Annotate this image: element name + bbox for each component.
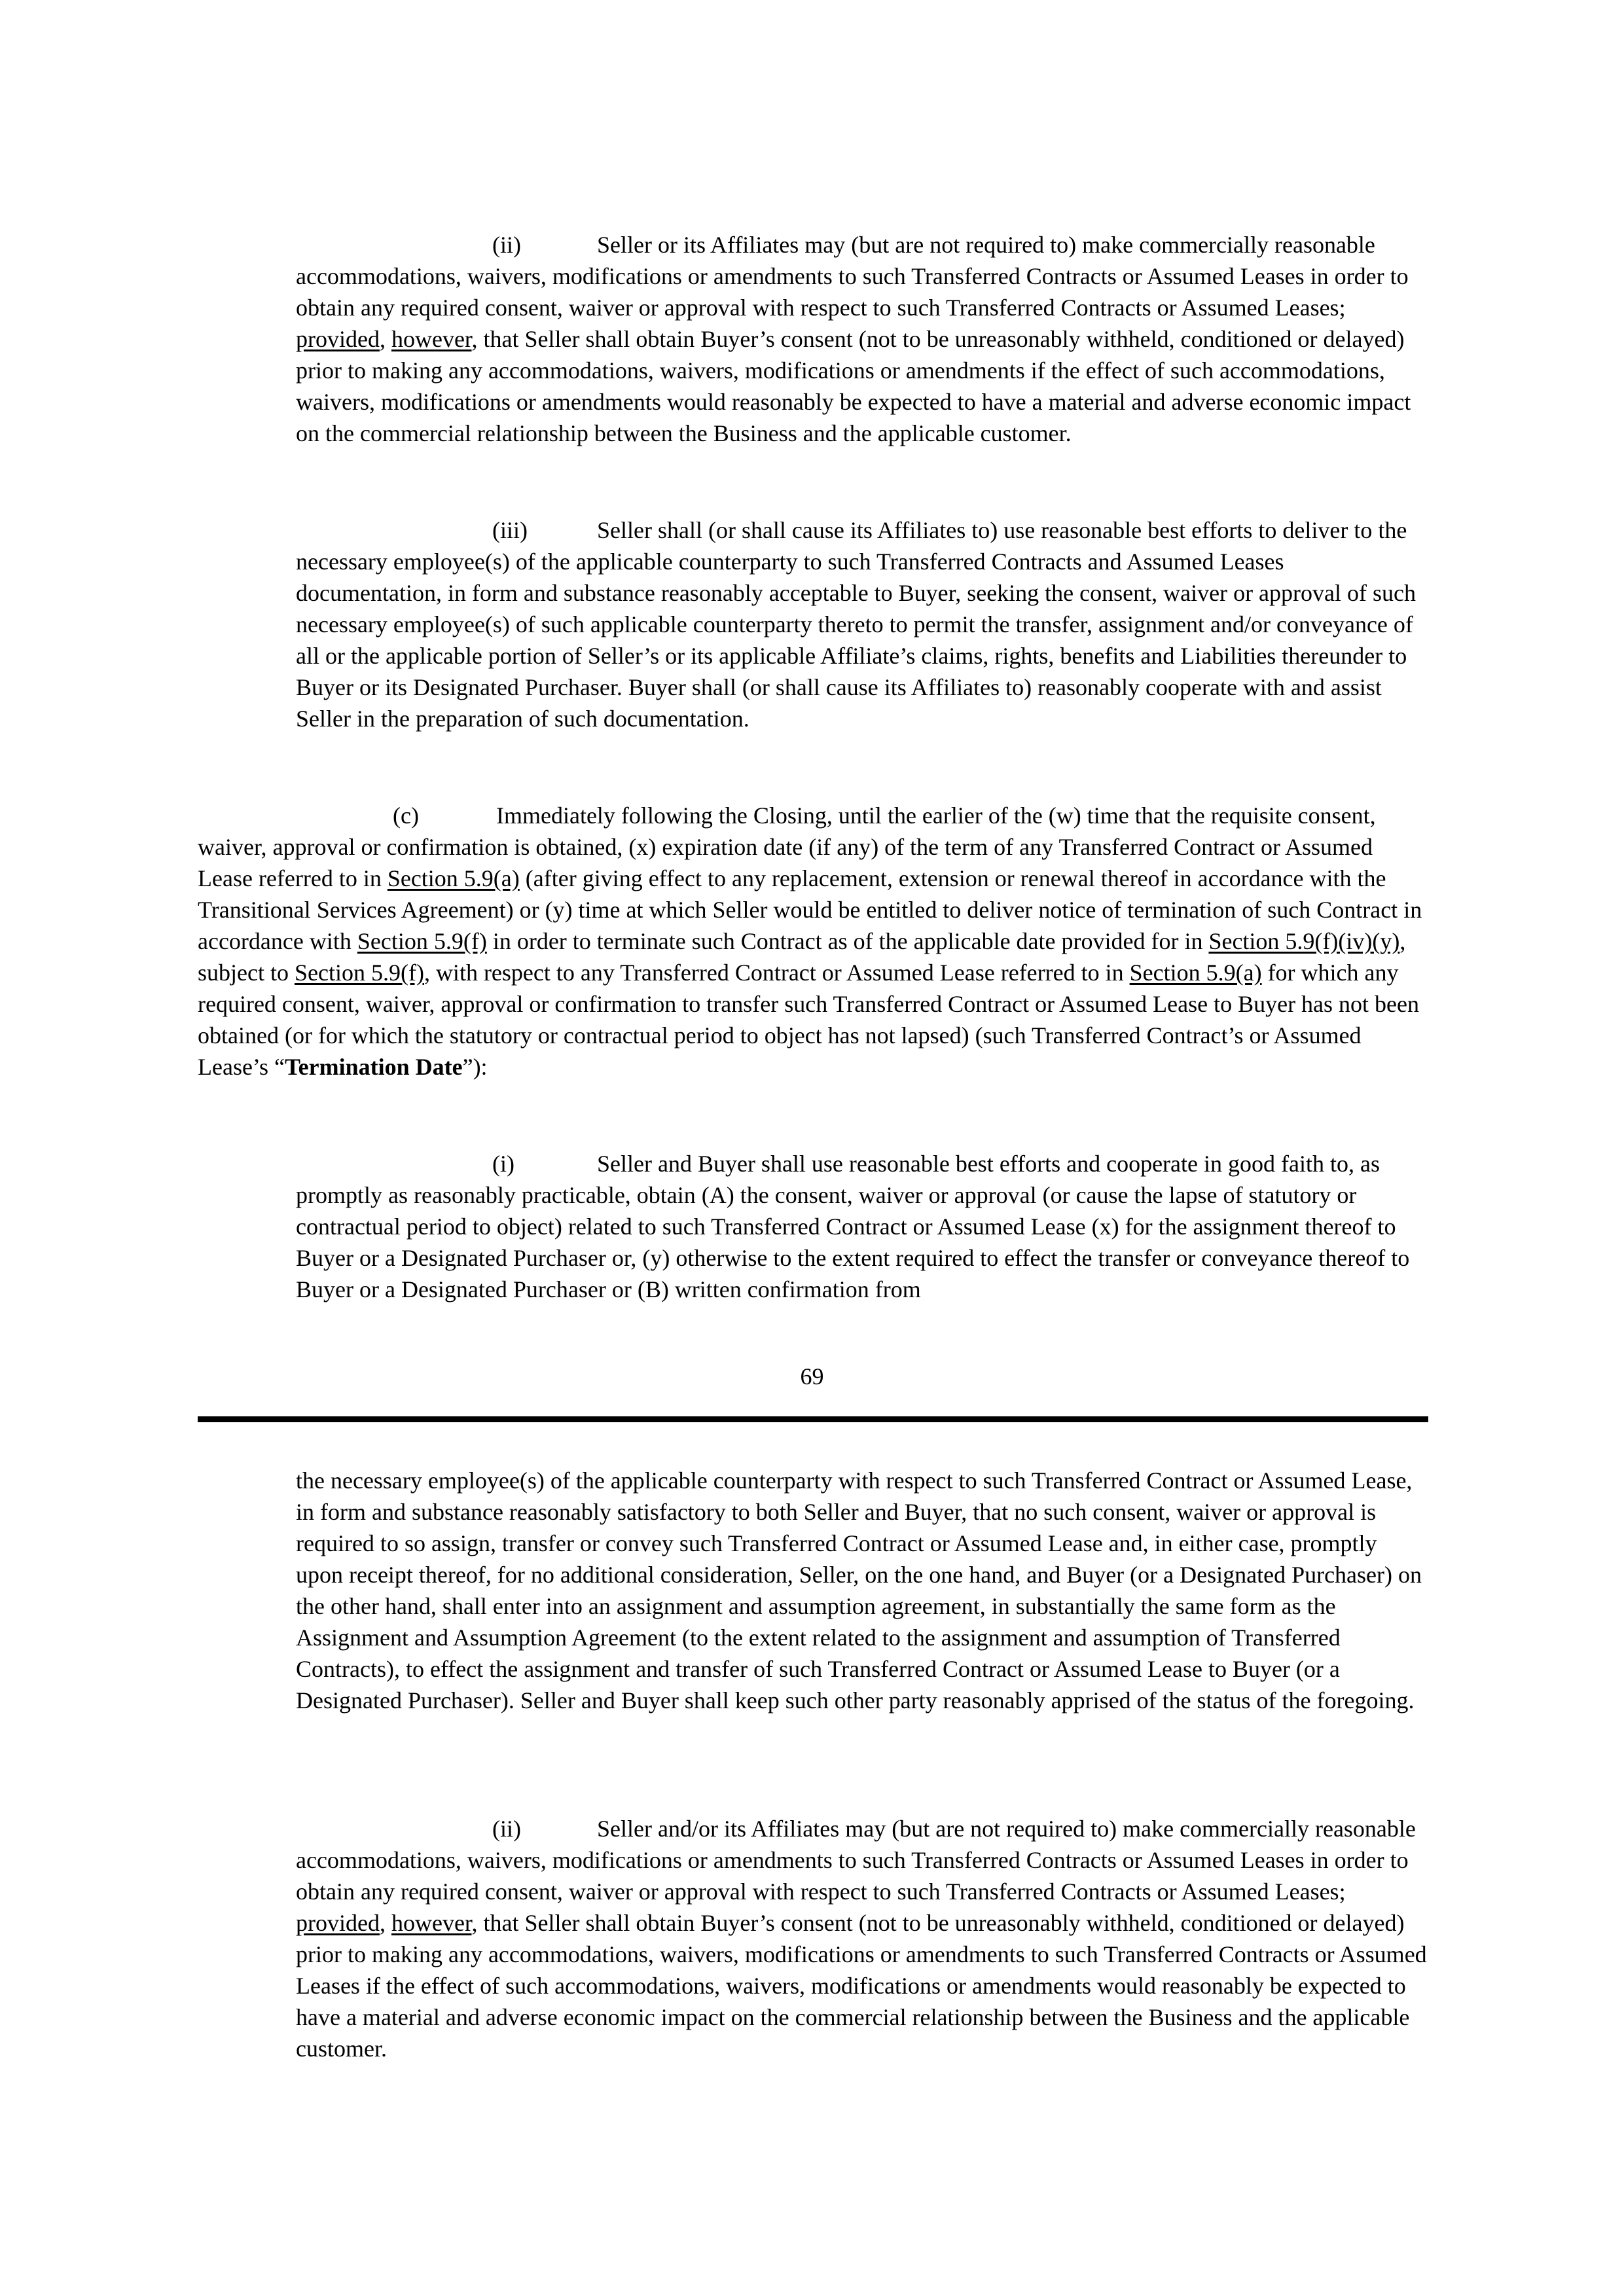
provided-term: provided [296,326,380,352]
paragraph-i [296,1148,1428,1305]
clause-number: (ii) [492,1816,521,1842]
provided-term: provided [296,1910,380,1936]
paragraph-text: , that Seller shall obtain Buyer’s consent (not to be unreasonably withheld, conditioned or delayed) prior to making any accommodations, waivers, modifications or amendments if the effect of such accommodations, waivers, modifications or amendments would reasonably be expected to have a material and adverse economic impact on the commercial relationship between the Business and the applicable customer. [296,326,1411,446]
paragraph-text: for which any required consent, waiver, approval or confirmation to transfer such Transferred Contract or Assumed Lease to Buyer has not been obtained (or for which the statutory or contractual period to object has not lapsed) (such Transferred Contract’s or Assumed Lease’s “ [198,960,1420,1080]
paragraph-text: Seller and/or its Affiliates may (but are not required to) make commercially reasonable accommodations, waivers, modifications or amendments to such Transferred Contracts or Assumed Leases in order to obtain any required consent, waiver or approval with respect to such Transferred Contracts or Assumed Leases; [296,1816,1416,1905]
paragraph-text: , that Seller shall obtain Buyer’s consent (not to be unreasonably withheld, conditioned or delayed) prior to making any accommodations, waivers, modifications or amendments to such Transferred Contracts or Assumed Leases if the effect of such accommodations, waivers, modifications or amendments would reasonably be expected to have a material and adverse economic impact on the commercial relationship between the Business and the applicable customer. [296,1910,1427,2062]
section-reference: Section 5.9(a) [387,865,520,891]
page-divider [198,1416,1428,1422]
paragraph-text: , with respect to any Transferred Contract or Assumed Lease referred to in [424,960,1130,986]
page-number: 69 [800,1363,824,1390]
paragraph-text: Seller and Buyer shall use reasonable best efforts and cooperate in good faith to, as promptly as reasonably practicable, obtain (A) the consent, waiver or approval (or cause the lapse of statutory or contractual period to object) related to such Transferred Contract or Assumed Lease (x) for the assignment thereof to Buyer or a Designated Purchaser or, (y) otherwise to the extent required to effect the transfer or conveyance thereof to Buyer or a Designated Purchaser or (B) written confirmation from [296,1151,1410,1302]
clause-number: (c) [393,802,419,829]
paragraph-text: , [379,1910,391,1936]
section-reference: Section 5.9(f) [294,960,424,986]
paragraph-text: Immediately following the Closing, until the earlier of the (w) time that the requisite consent, waiver, approval or confirmation is obtained, (x) expiration date (if any) of the term of any Transferred Contract or Assumed Lease referred to in [198,802,1376,891]
clause-number: (ii) [492,232,521,258]
section-reference: Section 5.9(f)(iv)(y) [1208,928,1400,954]
paragraph-text: in order to terminate such Contract as of the applicable date provided for in [486,928,1209,954]
paragraph-text: the necessary employee(s) of the applicable counterparty with respect to such Transferred Contract or Assumed Lease, in form and substance reasonably satisfactory to both Seller and Buyer, that no such consent, waiver or approval is required to so assign, transfer or convey such Transferred Contract or Assumed Lease and, in either case, promptly upon receipt thereof, for no additional consideration, Seller, on the one hand, and Buyer (or a Designated Purchaser) on the other hand, shall enter into an assignment and assumption agreement, in substantially the same form as the Assignment and Assumption Agreement (to the extent related to the assignment and assumption of Transferred Contracts), to effect the assignment and transfer of such Transferred Contract or Assumed Lease to Buyer (or a Designated Purchaser). Seller and Buyer shall keep such other party reasonably apprised of the status of the foregoing. [296,1467,1422,1713]
section-reference: Section 5.9(a) [1129,960,1262,986]
section-reference: Section 5.9(f) [357,928,487,954]
paragraph-ii-second [296,1813,1428,2064]
paragraph-text: Seller or its Affiliates may (but are not required to) make commercially reasonable accommodations, waivers, modifications or amendments to such Transferred Contracts or Assumed Leases in order to obtain any required consent, waiver or approval with respect to such Transferred Contracts or Assumed Leases; [296,232,1409,321]
paragraph-continuation [296,1465,1428,1716]
paragraph-text: , subject to [198,928,1406,986]
paragraph-text: , [379,326,391,352]
clause-number: (iii) [492,517,528,543]
however-term: however [391,1910,472,1936]
however-term: however [391,326,472,352]
paragraph-c [198,800,1428,1083]
paragraph-ii-first [296,229,1428,449]
paragraph-text: ”): [462,1054,488,1080]
paragraph-text: (after giving effect to any replacement, extension or renewal thereof in accordance with the Transitional Services Agreement) or (y) time at which Seller would be entitled to deliver notice of termination of such Contract in accordance with [198,865,1422,954]
clause-number: (i) [492,1151,514,1177]
paragraph-iii [296,514,1428,734]
paragraph-text: Seller shall (or shall cause its Affiliates to) use reasonable best efforts to deliver to the necessary employee(s) of the applicable counterparty to such Transferred Contracts and Assumed Leases documentation, in form and substance reasonably acceptable to Buyer, seeking the consent, waiver or approval of such necessary employee(s) of such applicable counterparty thereto to permit the transfer, assignment and/or conveyance of all or the applicable portion of Seller’s or its applicable Affiliate’s claims, rights, benefits and Liabilities thereunder to Buyer or its Designated Purchaser. Buyer shall (or shall cause its Affiliates to) reasonably cooperate with and assist Seller in the preparation of such documentation. [296,517,1416,732]
defined-term: Termination Date [284,1054,463,1080]
